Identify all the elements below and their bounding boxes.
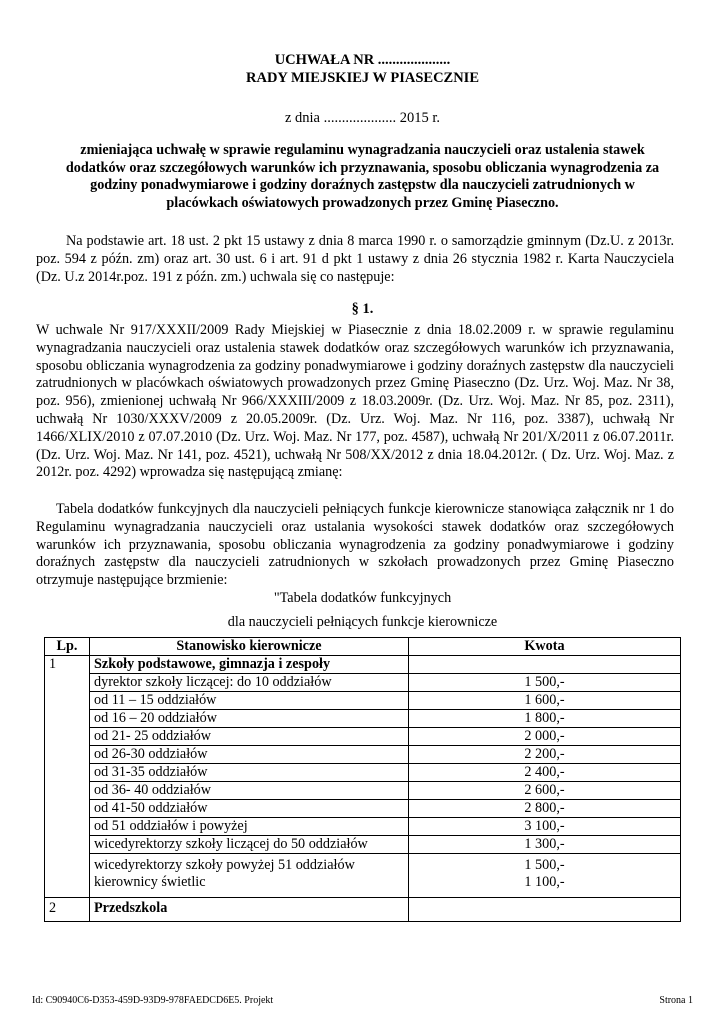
table-caption: "Tabela dodatków funkcyjnych	[273, 590, 452, 606]
allowance-table	[44, 637, 681, 922]
amendment-paragraph: W uchwale Nr 917/XXXII/2009 Rady Miejskiej w Piasecznie z dnia 18.02.2009 r. w sprawie regulaminu wynagradzania nauczycieli oraz ustalenia stawek dodatków oraz szczegółowych warunków ich przyznawania, sposobu obliczania wynagrodzenia za godziny ponadwymiarowe i godziny doraźnych zastępstw dla nauczycieli zatrudnionych w placówkach oświatowych prowadzonych przez Gminę Piaseczno (Dz. Urz. Woj. Maz. Nr 38, poz. 956), zmienionej uchwałą Nr 966/XXXIII/2009 z 18.03.2009r. (Dz. Urz. Woj. Maz. Nr 85, poz. 2311), uchwałą Nr 1030/XXXV/2009 z 20.05.2009r. (Dz. Urz. Woj. Maz. Nr 116, poz. 3387), uchwałą Nr 1466/XLIX/2010 z 07.07.2010 (Dz. Urz. Woj. Maz. Nr 177, poz. 4587), uchwałą Nr 201/X/2011 z 06.07.2011r. (Dz. Urz. Woj. Maz. Nr 141, poz. 4521), uchwałą Nr 508/XX/2012 z dnia 18.04.2012r. ( Dz. Urz. Woj. Maz. z 2012r. poz. 4292) wprowadza się następującą zmianę:	[36, 322, 674, 481]
header-position: Stanowisko kierownicze	[90, 638, 409, 656]
table-row	[45, 800, 681, 818]
position-cell: od 21- 25 oddziałów	[90, 728, 409, 746]
amount-line: 1 500,-	[524, 857, 565, 873]
amount-cell: 1 600,-	[409, 692, 681, 710]
resolution-subject: zmieniająca uchwałę w sprawie regulaminu wynagradzania nauczycieli oraz ustalenia stawek dodatków oraz szczegółowych warunków ich przyznawania, sposobu obliczania wynagrodzenia za godziny ponadwymiarowe i godziny doraźnych zastępstw dla nauczycieli zatrudnionych w placówkach oświatowych prowadzonych przez Gminę Piaseczno.	[65, 142, 660, 211]
amount-cell: 2 200,-	[409, 746, 681, 764]
table-row	[45, 836, 681, 854]
position-cell: wicedyrektorzy szkoły liczącej do 50 oddziałów	[90, 836, 409, 854]
table-row	[45, 728, 681, 746]
position-cell	[90, 854, 409, 898]
resolution-title: UCHWAŁA NR ....................	[274, 52, 451, 68]
amount-cell: 2 800,-	[409, 800, 681, 818]
legal-basis-paragraph: Na podstawie art. 18 ust. 2 pkt 15 ustawy z dnia 8 marca 1990 r. o samorządzie gminnym (Dz.U. z 2013r. poz. 594 z późn. zm) oraz art. 30 ust. 6 i art. 91 d pkt 1 ustawy z dnia 26 stycznia 1982 r. Karta Nauczyciela (Dz. U.z 2014r.poz. 191 z późn. zm.) uchwala się co następuje:	[36, 233, 674, 285]
position-cell: od 51 oddziałów i powyżej	[90, 818, 409, 836]
group-row	[45, 898, 681, 922]
amount-cell: 3 100,-	[409, 818, 681, 836]
section-number: § 1.	[351, 301, 374, 317]
document-id: Id: C90940C6-D353-459D-93D9-978FAEDCD6E5. Projekt	[32, 995, 274, 1006]
table-row	[45, 782, 681, 800]
group-row	[45, 656, 681, 674]
table-row	[45, 818, 681, 836]
page-number: Strona 1	[659, 995, 693, 1006]
group-number: 1	[45, 656, 90, 898]
table-intro-paragraph: Tabela dodatków funkcyjnych dla nauczycieli pełniących funkcje kierownicze stanowiąca załącznik nr 1 do Regulaminu wynagradzania nauczycieli oraz ustalania wysokości stawek dodatków oraz szczegółowych warunków ich przyznawania, sposobu obliczania wynagrodzenia za godziny ponadwymiarowe i godziny doraźnych zastępstw dla nauczycieli zatrudnionych w szkołach prowadzonych przez Gminę Piaseczno otrzymuje następujące brzmienie:	[36, 501, 674, 589]
table-header-row	[45, 638, 681, 656]
amount-cell: 1 500,-	[409, 674, 681, 692]
amount-cell: 2 000,-	[409, 728, 681, 746]
table-row	[45, 764, 681, 782]
council-name: RADY MIEJSKIEJ W PIASECZNIE	[246, 70, 479, 86]
position-cell: od 41-50 oddziałów	[90, 800, 409, 818]
empty-cell	[409, 898, 681, 922]
group-title: Przedszkola	[90, 898, 409, 922]
table-row	[45, 746, 681, 764]
table-subcaption: dla nauczycieli pełniących funkcje kierownicze	[227, 614, 498, 630]
header-amount: Kwota	[409, 638, 681, 656]
table-row	[45, 710, 681, 728]
position-cell: dyrektor szkoły liczącej: do 10 oddziałów	[90, 674, 409, 692]
amount-cell: 2 600,-	[409, 782, 681, 800]
resolution-date: z dnia .................... 2015 r.	[284, 110, 441, 126]
position-cell: od 31-35 oddziałów	[90, 764, 409, 782]
position-cell: od 16 – 20 oddziałów	[90, 710, 409, 728]
empty-cell	[409, 656, 681, 674]
amount-line: 1 100,-	[524, 874, 565, 890]
position-cell: od 36- 40 oddziałów	[90, 782, 409, 800]
position-cell: od 26-30 oddziałów	[90, 746, 409, 764]
amount-cell: 1 800,-	[409, 710, 681, 728]
position-cell: od 11 – 15 oddziałów	[90, 692, 409, 710]
table-row	[45, 692, 681, 710]
group-title: Szkoły podstawowe, gimnazja i zespoły	[90, 656, 409, 674]
position-line: kierownicy świetlic	[94, 874, 206, 890]
group-number: 2	[45, 898, 90, 922]
position-line: wicedyrektorzy szkoły powyżej 51 oddziałów	[94, 857, 355, 873]
table-row-multi	[45, 854, 681, 898]
amount-cell: 1 300,-	[409, 836, 681, 854]
amount-cell	[409, 854, 681, 898]
header-lp: Lp.	[45, 638, 90, 656]
amount-cell: 2 400,-	[409, 764, 681, 782]
table-row	[45, 674, 681, 692]
